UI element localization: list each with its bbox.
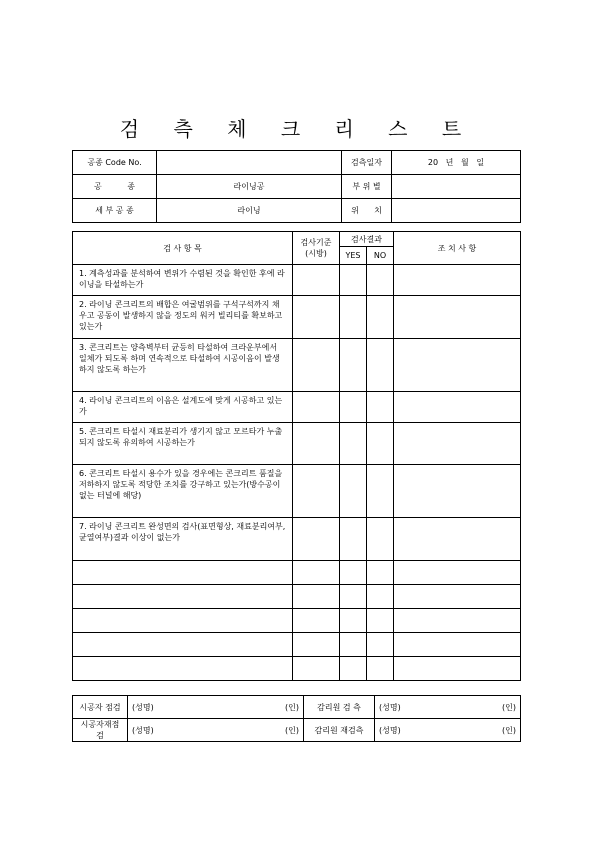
standard-cell[interactable] <box>293 265 340 296</box>
sign-row-1 <box>73 696 521 719</box>
yes-cell[interactable] <box>340 423 367 465</box>
yes-cell[interactable] <box>340 339 367 392</box>
part-value[interactable] <box>392 175 521 199</box>
check-item-4: 4. 라이닝 콘크리트의 이음은 설계도에 맞게 시공하고 있는가 <box>73 392 293 423</box>
item-cell[interactable] <box>73 585 293 609</box>
item-cell[interactable] <box>73 609 293 633</box>
yes-cell[interactable] <box>340 609 367 633</box>
blank-row <box>73 633 521 657</box>
info-row-code <box>73 151 521 175</box>
no-cell[interactable] <box>367 609 394 633</box>
contractor-check-sign[interactable] <box>128 696 304 719</box>
header-action: 조 치 사 항 <box>394 232 521 265</box>
no-cell[interactable] <box>367 265 394 296</box>
header-result: 검사결과 <box>340 232 394 247</box>
item-cell[interactable] <box>73 657 293 681</box>
no-cell[interactable] <box>367 465 394 518</box>
check-item-2: 2. 라이닝 콘크리트의 배합은 여굴범위를 구석구석까지 채우고 공동이 발생하지 않을 정도의 워커 빌리티를 확보하고 있는가 <box>73 296 293 339</box>
work-label: 공 종 <box>73 175 157 199</box>
supervisor-check-sign[interactable] <box>375 696 521 719</box>
action-cell[interactable] <box>394 339 521 392</box>
table-row <box>73 518 521 561</box>
header-item: 검 사 항 목 <box>73 232 293 265</box>
no-cell[interactable] <box>367 657 394 681</box>
work-value[interactable]: 라이닝공 <box>157 175 342 199</box>
standard-cell[interactable] <box>293 518 340 561</box>
seal-mark: (인) <box>285 725 299 735</box>
no-cell[interactable] <box>367 339 394 392</box>
standard-cell[interactable] <box>293 423 340 465</box>
name-placeholder: (성명) <box>379 702 401 712</box>
checklist-header <box>73 232 521 247</box>
blank-row <box>73 585 521 609</box>
item-cell[interactable] <box>73 633 293 657</box>
blank-row <box>73 561 521 585</box>
supervisor-recheck-sign[interactable] <box>375 719 521 742</box>
header-yes: YES <box>340 247 367 265</box>
action-cell[interactable] <box>394 633 521 657</box>
part-label: 부 위 별 <box>342 175 392 199</box>
table-row <box>73 265 521 296</box>
blank-row <box>73 657 521 681</box>
seal-mark: (인) <box>285 702 299 712</box>
standard-cell[interactable] <box>293 561 340 585</box>
yes-cell[interactable] <box>340 657 367 681</box>
no-cell[interactable] <box>367 633 394 657</box>
standard-cell[interactable] <box>293 657 340 681</box>
supervisor-check-label: 감리원 검 측 <box>304 696 375 719</box>
check-item-1: 1. 계측성과를 분석하여 변위가 수렴된 것을 확인한 후에 라이닝을 타설하는가 <box>73 265 293 296</box>
no-cell[interactable] <box>367 561 394 585</box>
item-cell[interactable] <box>73 561 293 585</box>
no-cell[interactable] <box>367 585 394 609</box>
action-cell[interactable] <box>394 609 521 633</box>
action-cell[interactable] <box>394 465 521 518</box>
code-value[interactable] <box>157 151 342 175</box>
yes-cell[interactable] <box>340 465 367 518</box>
yes-cell[interactable] <box>340 296 367 339</box>
no-cell[interactable] <box>367 296 394 339</box>
yes-cell[interactable] <box>340 265 367 296</box>
yes-cell[interactable] <box>340 518 367 561</box>
name-placeholder: (성명) <box>132 702 154 712</box>
name-placeholder: (성명) <box>379 725 401 735</box>
table-row <box>73 339 521 392</box>
detail-value[interactable]: 라이닝 <box>157 199 342 223</box>
no-cell[interactable] <box>367 518 394 561</box>
action-cell[interactable] <box>394 392 521 423</box>
sign-table <box>72 695 521 742</box>
check-item-3: 3. 콘크리트는 양측벽부터 균등히 타설하여 크라운부에서 일체가 되도록 하며 연속적으로 타설하여 시공이음이 발생하지 않도록 하는가 <box>73 339 293 392</box>
action-cell[interactable] <box>394 518 521 561</box>
no-cell[interactable] <box>367 423 394 465</box>
header-standard: 검사기준 (시방) <box>293 232 340 265</box>
seal-mark: (인) <box>502 725 516 735</box>
action-cell[interactable] <box>394 657 521 681</box>
header-no: NO <box>367 247 394 265</box>
date-value[interactable]: 20 년 월 일 <box>392 151 521 175</box>
table-row <box>73 296 521 339</box>
contractor-recheck-sign[interactable] <box>128 719 304 742</box>
contractor-recheck-label: 시공자재점검 <box>73 719 128 742</box>
action-cell[interactable] <box>394 561 521 585</box>
action-cell[interactable] <box>394 585 521 609</box>
supervisor-recheck-label: 감리원 재검측 <box>304 719 375 742</box>
info-row-work <box>73 175 521 199</box>
blank-row <box>73 609 521 633</box>
name-placeholder: (성명) <box>132 725 154 735</box>
date-label: 검측일자 <box>342 151 392 175</box>
yes-cell[interactable] <box>340 633 367 657</box>
check-item-5: 5. 콘크리트 타설시 재료분리가 생기지 않고 모르타가 누출되지 않도록 유의하여 시공하는가 <box>73 423 293 465</box>
page-title: 검 측 체 크 리 스 트 <box>119 117 476 141</box>
yes-cell[interactable] <box>340 561 367 585</box>
standard-cell[interactable] <box>293 633 340 657</box>
table-row <box>73 392 521 423</box>
standard-cell[interactable] <box>293 585 340 609</box>
standard-cell[interactable] <box>293 609 340 633</box>
check-item-7: 7. 라이닝 콘크리트 완성면의 검사(표면형상, 재료분리여부, 균열여부)결과 이상이 없는가 <box>73 518 293 561</box>
action-cell[interactable] <box>394 423 521 465</box>
yes-cell[interactable] <box>340 585 367 609</box>
table-row <box>73 465 521 518</box>
table-row <box>73 423 521 465</box>
code-label: 공종 Code No. <box>73 151 157 175</box>
checklist-table <box>72 231 521 681</box>
info-table <box>72 150 521 223</box>
loc-value[interactable] <box>392 199 521 223</box>
yes-cell[interactable] <box>340 392 367 423</box>
contractor-check-label: 시공자 점검 <box>73 696 128 719</box>
standard-cell[interactable] <box>293 465 340 518</box>
info-row-detail <box>73 199 521 223</box>
action-cell[interactable] <box>394 296 521 339</box>
check-item-6: 6. 콘크리트 타설시 용수가 있을 경우에는 콘크리트 품질을 저하하지 않도록 적당한 조치를 강구하고 있는가(방수공이 없는 터널에 해당) <box>73 465 293 518</box>
seal-mark: (인) <box>502 702 516 712</box>
detail-label: 세 부 공 종 <box>73 199 157 223</box>
standard-cell[interactable] <box>293 339 340 392</box>
loc-label: 위 치 <box>342 199 392 223</box>
action-cell[interactable] <box>394 265 521 296</box>
standard-cell[interactable] <box>293 296 340 339</box>
no-cell[interactable] <box>367 392 394 423</box>
sign-row-2 <box>73 719 521 742</box>
standard-cell[interactable] <box>293 392 340 423</box>
